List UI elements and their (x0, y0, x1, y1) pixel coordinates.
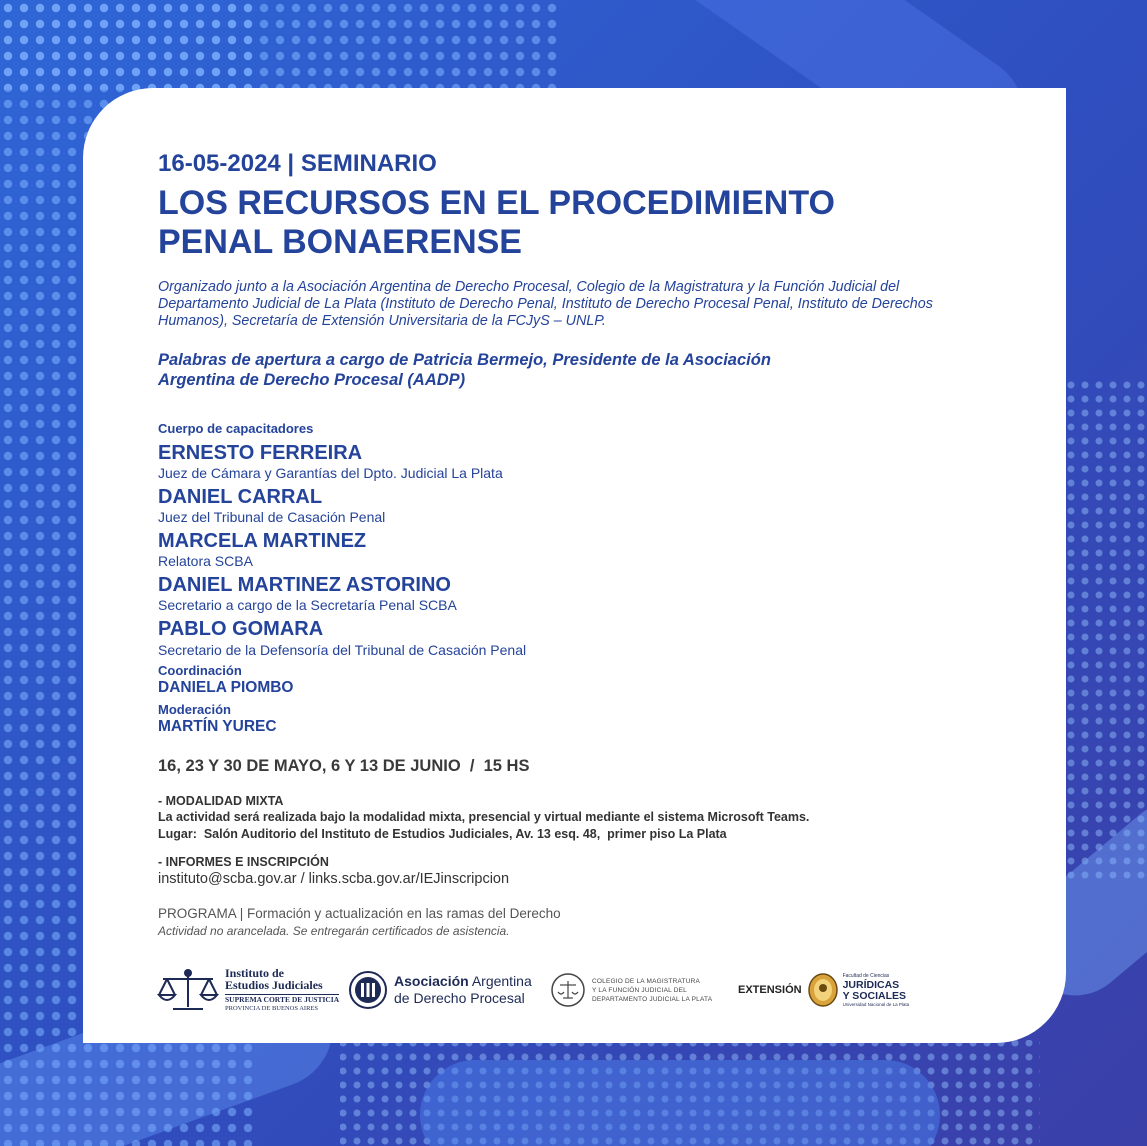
ext-line-2: Y SOCIALES (842, 989, 906, 1002)
iej-line-4: PROVINCIA DE BUENOS AIRES (225, 1005, 318, 1012)
program-line: PROGRAMA | Formación y actualización en las ramas del Derecho (158, 906, 561, 921)
scales-icon (155, 965, 221, 1015)
speaker-name: DANIEL CARRAL (158, 486, 323, 508)
aadp-seal-icon (348, 970, 388, 1010)
info-heading: - INFORMES E INSCRIPCIÓN (158, 855, 329, 869)
coordination-label: Coordinación (158, 663, 242, 678)
logo-colegio (550, 962, 712, 1018)
opening-line-1: Palabras de apertura a cargo de Patricia Bermejo, Presidente de la Asociación (158, 351, 771, 369)
organizers-paragraph: Organizado junto a la Asociación Argentina de Derecho Procesal, Colegio de la Magistratura y la Función Judicial del Departamento Judicial de La Plata (Instituto de Derecho Penal, Instituto de Derecho Procesal Penal, Instituto de Derechos Humanos), Secretaría de Extensión Universitaria de la FCJyS – UNLP. (158, 279, 933, 329)
aadp-rest: Argentina (468, 973, 532, 989)
speaker-role: Juez del Tribunal de Casación Penal (158, 509, 386, 525)
modality-heading: - MODALIDAD MIXTA (158, 794, 284, 808)
aadp-bold: Asociación (394, 973, 469, 989)
ext-line-0: Facultad de Ciencias (842, 972, 890, 979)
title-line-1: LOS RECURSOS EN EL PROCEDIMIENTO (158, 184, 835, 222)
title-line-2: PENAL BONAERENSE (158, 223, 522, 261)
speaker-role: Relatora SCBA (158, 553, 253, 569)
certificate-note: Actividad no arancelada. Se entregarán certificados de asistencia. (158, 924, 510, 938)
logo-iej (155, 962, 339, 1018)
schedule: 16, 23 Y 30 DE MAYO, 6 Y 13 DE JUNIO / 15 HS (158, 757, 530, 775)
speaker-role: Secretario a cargo de la Secretaría Penal SCBA (158, 597, 457, 613)
aadp-line-2: de Derecho Procesal (394, 990, 525, 1006)
event-date: 16-05-2024 | SEMINARIO (158, 150, 437, 177)
scales-circle-icon (550, 972, 586, 1008)
speakers-heading: Cuerpo de capacitadores (158, 421, 314, 436)
event-title (158, 184, 835, 262)
modality-description: La actividad será realizada bajo la modalidad mixta, presencial y virtual mediante el sistema Microsoft Teams. (158, 810, 810, 824)
coordination-name: DANIELA PIOMBO (158, 679, 294, 696)
iej-line-3: SUPREMA CORTE DE JUSTICIA (225, 995, 340, 1004)
iej-line-2: Estudios Judiciales (225, 978, 323, 992)
speaker-name: DANIEL MARTINEZ ASTORINO (158, 574, 451, 596)
colegio-line-2: Y LA FUNCIÓN JUDICIAL DEL (592, 986, 687, 994)
venue: Lugar: Salón Auditorio del Instituto de Estudios Judiciales, Av. 13 esq. 48, primer piso La Plata (158, 827, 727, 841)
contact-links: instituto@scba.gov.ar / links.scba.gov.ar/IEJinscripcion (158, 871, 510, 887)
speaker-role: Juez de Cámara y Garantías del Dpto. Judicial La Plata (158, 465, 503, 481)
speaker-name: MARCELA MARTINEZ (158, 530, 367, 552)
moderation-name: MARTÍN YUREC (158, 718, 277, 735)
speaker-name: ERNESTO FERREIRA (158, 442, 363, 464)
speaker-name: PABLO GOMARA (158, 618, 324, 640)
opening-remarks (158, 350, 771, 390)
logo-extension (738, 962, 909, 1018)
colegio-line-1: COLEGIO DE LA MAGISTRATURA (592, 977, 701, 985)
extension-label: EXTENSIÓN (738, 984, 802, 996)
unlp-seal-icon (807, 972, 839, 1008)
ext-line-1: JURÍDICAS (842, 978, 900, 991)
logo-aadp (348, 962, 532, 1018)
ext-line-3: Universidad Nacional de La Plata (842, 1001, 910, 1007)
speaker-role: Secretario de la Defensoría del Tribunal de Casación Penal (158, 642, 527, 658)
opening-line-2: Argentina de Derecho Procesal (AADP) (158, 371, 466, 389)
iej-line-1: Instituto de (225, 966, 285, 980)
moderation-label: Moderación (158, 702, 231, 717)
colegio-line-3: DEPARTAMENTO JUDICIAL LA PLATA (592, 995, 713, 1003)
